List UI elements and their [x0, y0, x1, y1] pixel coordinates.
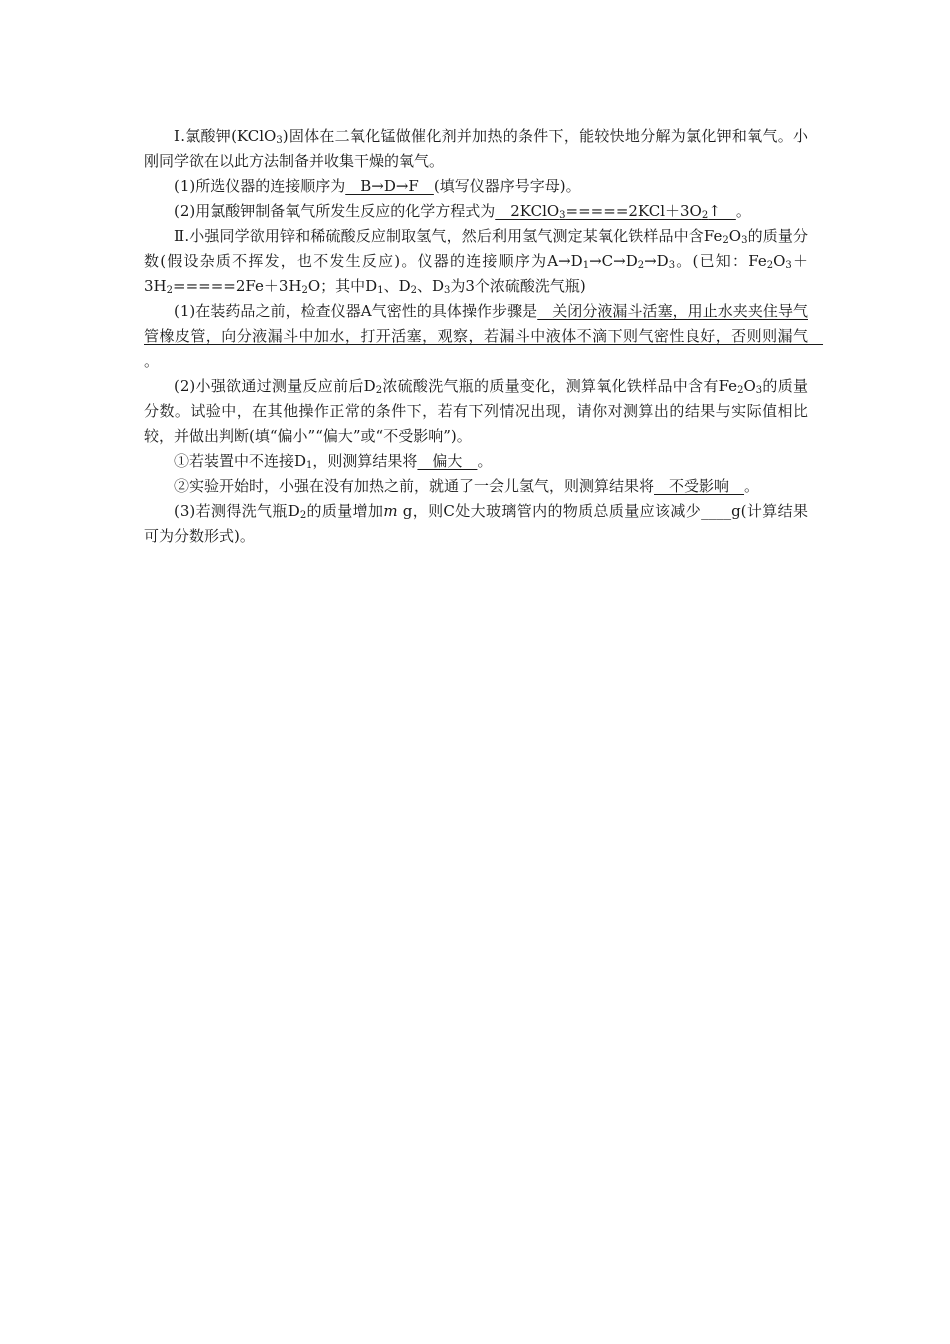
part2-question-1: (1)在装药品之前，检查仪器A气密性的具体操作步骤是 关闭分液漏斗活塞，用止水夹夹住导气管橡皮管，向分液漏斗中加水，打开活塞，观察，若漏斗中液体不滴下则气密性良好，否则则漏气 。 [144, 302, 824, 370]
part1-question-2: (2)用氯酸钾制备氧气所发生反应的化学方程式为 $2KClO_3=====2KCl+3O_2↑$ 。 [174, 202, 751, 221]
answer-blank: $2KClO_3=====2KCl+3O_2↑$ [495, 202, 736, 221]
document-body [144, 124, 824, 549]
answer-blank: 偏大 [417, 452, 478, 470]
part2-question-2: (2)小强欲通过测量反应前后$D_2$浓硫酸洗气瓶的质量变化，测算氧化铁样品中含有$Fe_2O_3$的质量分数。试验中，在其他操作正常的条件下，若有下列情况出现，请你对测算出的结果与实际值相比较，并做出判断(填“偏小”“偏大”或“不受影响”)。 [144, 377, 808, 445]
part1-intro: Ⅰ.氯酸钾(KClO$_3$)固体在二氧化锰做催化剂并加热的条件下，能较快地分解为氯化钾和氧气。小刚同学欲在以此方法制备并收集干燥的氧气。 [144, 127, 808, 170]
part1-question-1: (1)所选仪器的连接顺序为 B→D→F (填写仪器序号字母)。 [174, 177, 581, 195]
answer-blank: 关闭分液漏斗活塞，用止水夹夹住导气管橡皮管，向分液漏斗中加水，打开活塞，观察，若漏斗中液体不滴下则气密性良好，否则则漏气 [144, 302, 824, 345]
part2-question-3: (3)若测得洗气瓶$D_2$的质量增加m g，则C处大玻璃管内的物质总质量应该减少____g(计算结果可为分数形式)。 [144, 502, 808, 545]
part2-intro: Ⅱ.小强同学欲用锌和稀硫酸反应制取氢气，然后利用氢气测定某氧化铁样品中含$Fe_2O_3$的质量分数(假设杂质不挥发，也不发生反应)。仪器的连接顺序为$A\to D_1\to C\to D_2\to D_3$。(已知：$Fe_2O_3+3H_2=====2Fe+3H_2O$；其中$D_1$、$D_2$、$D_3$为3个浓硫酸洗气瓶) [144, 227, 808, 296]
answer-blank: ____ [701, 502, 732, 520]
answer-blank: B→D→F [345, 177, 434, 195]
part2-case-2: ②实验开始时，小强在没有加热之前，就通了一会儿氢气，则测算结果将 不受影响 。 [174, 477, 760, 495]
part2-case-1: ①若装置中不连接$D_1$，则测算结果将 偏大 。 [174, 452, 493, 471]
answer-blank: 不受影响 [654, 477, 745, 495]
